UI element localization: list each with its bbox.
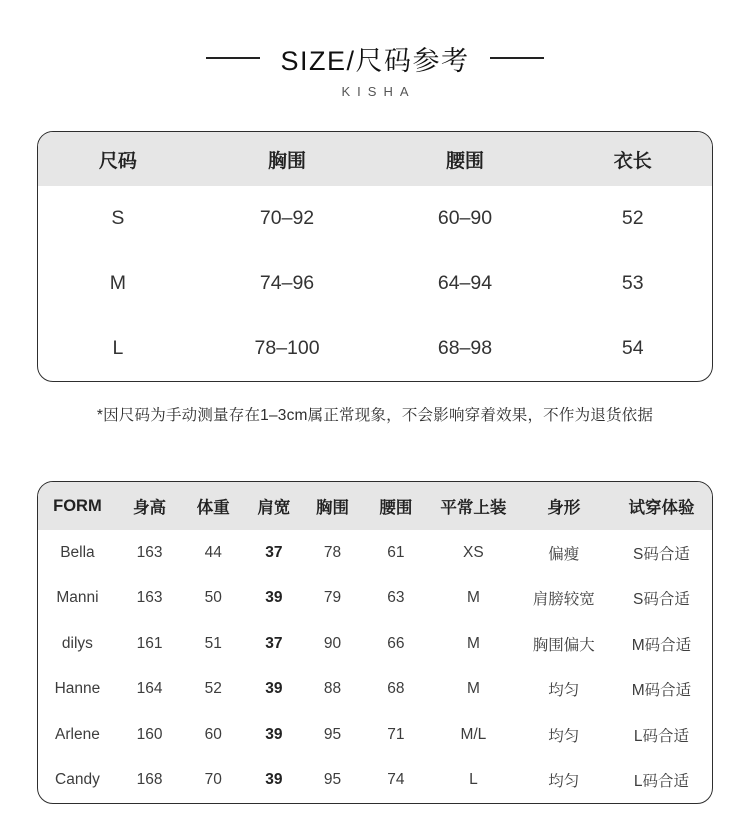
table-cell: 68 xyxy=(387,680,405,698)
table-cell: XS xyxy=(463,543,484,561)
table-cell: 70 xyxy=(204,771,222,789)
title-divider-right xyxy=(490,57,544,59)
column-header-bust: 胸围 xyxy=(316,499,350,517)
table-cell: 63 xyxy=(387,589,405,607)
table-cell: 37 xyxy=(265,543,283,561)
table-cell: 60–90 xyxy=(437,207,493,229)
table-cell: 44 xyxy=(204,543,222,561)
table-cell: 70–92 xyxy=(259,207,315,229)
table-cell: 均匀 xyxy=(548,727,580,745)
fit-table-header-row xyxy=(38,482,712,530)
table-cell: 54 xyxy=(621,337,644,359)
table-cell: 74 xyxy=(387,771,405,789)
table-cell: 90 xyxy=(323,634,342,652)
title-divider-left xyxy=(206,57,260,59)
brand-name: KISHA xyxy=(341,84,416,99)
table-cell: 39 xyxy=(265,589,283,607)
table-cell: M码合适 xyxy=(631,636,692,654)
table-cell: Arlene xyxy=(55,725,100,743)
table-cell: 61 xyxy=(387,543,405,561)
model-fit-table xyxy=(37,481,713,804)
size-table-row-m xyxy=(38,251,712,316)
table-cell: 51 xyxy=(204,634,222,652)
fit-table-row xyxy=(38,712,712,758)
table-cell: 胸围偏大 xyxy=(532,636,595,654)
page-title: SIZE/尺码参考 xyxy=(280,45,470,76)
table-cell: 39 xyxy=(265,680,283,698)
table-cell: dilys xyxy=(61,634,93,652)
table-cell: 肩膀较宽 xyxy=(532,591,595,609)
table-cell: 79 xyxy=(323,589,342,607)
table-cell: 74–96 xyxy=(259,272,315,294)
table-cell: 64–94 xyxy=(437,272,493,294)
table-cell: 60 xyxy=(204,725,222,743)
column-header-size: 尺码 xyxy=(98,150,137,172)
column-header-length: 衣长 xyxy=(613,150,652,172)
table-cell: 161 xyxy=(136,634,163,652)
table-cell: S码合适 xyxy=(633,591,690,609)
table-cell: M xyxy=(109,272,126,294)
size-table-row-l xyxy=(38,316,712,381)
table-cell: 71 xyxy=(387,725,405,743)
size-measurement-table xyxy=(37,131,713,382)
measurement-disclaimer: *因尺码为手动测量存在1–3cm属正常现象，不会影响穿着效果，不作为退货依据 xyxy=(96,407,654,424)
table-cell: 88 xyxy=(323,680,342,698)
column-header-form: FORM xyxy=(53,496,102,515)
table-cell: 偏瘦 xyxy=(548,545,580,563)
table-cell: M xyxy=(466,589,480,607)
column-header-usual-size: 平常上装 xyxy=(440,499,507,517)
table-cell: 168 xyxy=(136,771,163,789)
size-table-row-s xyxy=(38,186,712,251)
table-cell: Hanne xyxy=(54,680,101,698)
table-cell: 50 xyxy=(204,589,222,607)
table-cell: 160 xyxy=(136,725,163,743)
table-cell: L xyxy=(112,337,124,359)
table-cell: M xyxy=(466,680,480,698)
table-cell: M/L xyxy=(460,725,487,743)
table-cell: 39 xyxy=(265,771,283,789)
table-cell: Manni xyxy=(56,589,99,607)
column-header-body-shape: 身形 xyxy=(547,499,581,517)
table-cell: 163 xyxy=(136,543,163,561)
fit-table-row xyxy=(38,576,712,622)
table-cell: 52 xyxy=(621,207,644,229)
table-cell: L xyxy=(469,771,478,789)
fit-table-row xyxy=(38,621,712,667)
table-cell: 均匀 xyxy=(548,773,580,791)
column-header-weight: 体重 xyxy=(196,499,230,517)
fit-table-row xyxy=(38,667,712,713)
table-cell: 163 xyxy=(136,589,163,607)
table-cell: 78 xyxy=(323,543,342,561)
table-cell: 39 xyxy=(265,725,283,743)
size-table-header-row xyxy=(38,132,712,186)
table-cell: Bella xyxy=(60,543,95,561)
table-cell: 均匀 xyxy=(548,682,580,700)
table-cell: L码合适 xyxy=(633,727,689,745)
table-cell: 53 xyxy=(621,272,644,294)
table-cell: 37 xyxy=(265,634,283,652)
column-header-waist: 腰围 xyxy=(379,499,413,517)
table-cell: 95 xyxy=(323,771,342,789)
table-cell: Candy xyxy=(55,771,100,789)
section-title-row xyxy=(0,42,750,74)
table-cell: L码合适 xyxy=(633,773,689,791)
column-header-height: 身高 xyxy=(133,499,167,517)
table-cell: 52 xyxy=(204,680,222,698)
table-cell: S码合适 xyxy=(633,545,690,563)
fit-table-row xyxy=(38,758,712,804)
column-header-shoulder: 肩宽 xyxy=(257,499,291,517)
table-cell: S xyxy=(111,207,125,229)
table-cell: M码合适 xyxy=(631,682,692,700)
table-cell: 78–100 xyxy=(254,337,320,359)
column-header-bust: 胸围 xyxy=(268,150,307,172)
table-cell: 68–98 xyxy=(437,337,493,359)
table-cell: 164 xyxy=(136,680,163,698)
column-header-fit-feedback: 试穿体验 xyxy=(628,499,695,517)
table-cell: 66 xyxy=(387,634,405,652)
table-cell: 95 xyxy=(323,725,342,743)
table-cell: M xyxy=(466,634,480,652)
fit-table-row xyxy=(38,530,712,576)
column-header-waist: 腰围 xyxy=(445,150,484,172)
